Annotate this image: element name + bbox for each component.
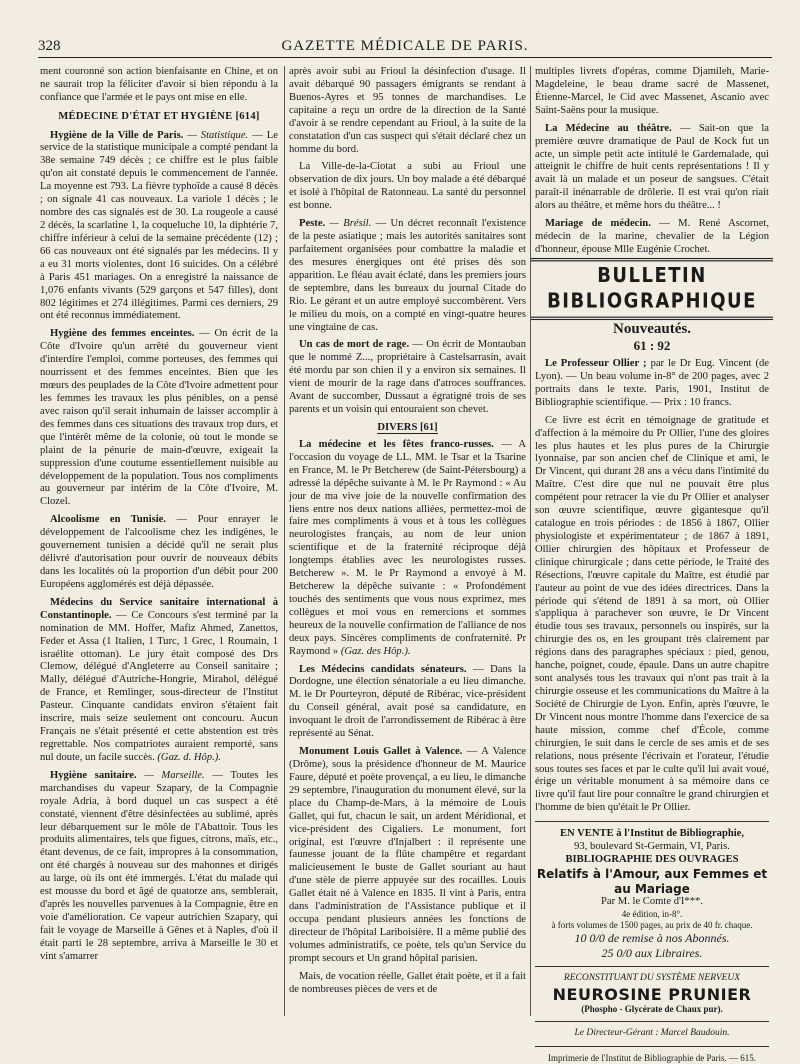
section-heading	[40, 111, 278, 124]
ad-discount: 10 0/0 de remise à nos Abonnés.	[574, 931, 730, 946]
ad-book-title: BIBLIOGRAPHIE DES OUVRAGES	[565, 854, 739, 866]
divider	[535, 821, 769, 822]
book-details: par le Dr Eug. Vincent (de Lyon). — Un beau volume in-8° de 200 pages, avec 2 portraits dans le texte. Paris, 1901, Institut de Bibliographie scientifique. — Prix : 10 francs.	[535, 357, 769, 408]
article-heading: Un cas de mort de rage.	[299, 339, 410, 351]
article	[535, 218, 769, 257]
column-middle	[289, 66, 526, 1016]
bulletin-banner: BULLETIN BIBLIOGRAPHIQUE	[531, 258, 773, 320]
article	[289, 439, 526, 659]
article-text: — Pour enrayer le développement de l'alcoolisme chez les indigènes, le gouvernement tunisien a décidé qu'il ne serait plus délivré d'autorisation pour ouvrir de nouveaux débits dans les localités où la proportion d'un débit pour 200 Européens agglomérés est déjà dépassée.	[40, 514, 278, 590]
divider	[535, 1046, 769, 1047]
column-rule	[530, 66, 531, 1016]
ad-tagline: RECONSTITUANT DU SYSTÈME NERVEUX	[563, 973, 741, 984]
section-number: [61]	[420, 421, 438, 433]
article-text: — On écrit de la Côte d'Ivoire qu'un arrêté du gouverneur vient d'interdire l'emploi, comme porteuses, des femmes qui nourrissent et des femmes enceintes. Bien que les mœurs des peuplades de la Côte d'Ivoire admettent pour les femmes les travaux les plus pénibles, on a pensé avec raison qu'il serait inhumain de laisser accomplir à des femmes dans ces situations des travaux trop durs, et que l'intérêt même de la colonie, où tout le monde se plaint de la pénurie de main-d'œuvre, exigeait la suppression d'une coutume essentiellement nuisible au développement de la population. Tous nos compliments au gouverneur par intérim de la Côte d'Ivoire, M. Clozel.	[40, 328, 278, 508]
article-heading: Alcoolisme en Tunisie.	[50, 514, 167, 526]
ad-line: EN VENTE à l'Institut de Bibliographie,	[559, 828, 745, 840]
nouveautes-heading: Nouveautés.	[613, 320, 691, 337]
section-number: 61 : 92	[633, 338, 671, 354]
article-heading: Mariage de médecin.	[545, 218, 651, 230]
article-heading: La médecine et les fêtes franco-russes.	[299, 438, 494, 450]
article-subheading: — Statistique.	[187, 129, 249, 141]
article	[40, 770, 278, 964]
article-text: — M. René Ascornet, médecin de la marine, chevalier de la Légion d'honneur, épouse Mlle Eugénie Crochet.	[535, 218, 769, 255]
book-entry	[535, 358, 769, 410]
section-number: [614]	[235, 110, 260, 122]
ad-book-subtitle: Relatifs à l'Amour, aux Femmes et au Mariage	[536, 867, 768, 896]
imprimerie: Imprimerie de l'Institut de Bibliographie de Paris. — 615.	[547, 1053, 757, 1063]
section-title: MÉDECINE D'ÉTAT ET HYGIÈNE	[58, 110, 233, 122]
article	[289, 218, 526, 334]
paragraph: multiples livrets d'opéras, comme Djamileh, Marie-Magdeleine, le beau drame sacré de Massenet, Étienne-Marcel, le Cid avec Massenet, Ascanio avec Saint-Saëns pour la musique.	[535, 66, 769, 116]
article-text: — A l'occasion du voyage de LL. MM. le Tsar et la Tsarine en France, M. le Pr Betcherew (de Saint-Pétersbourg) a adressé la dépêche suivante à M. le Pr Raymond : « Au jour de ma vive joie de la nouvelle confirmation des liens entre nos deux nations alliées, permettez-moi de faire mes compliments à vous et à tous les collègues neurologistes français, au nom de leur union scientifique et de la fraternité réciproque déjà longtemps établies avec les neurologistes russes. Betcherew ». M. le Pr Raymond a envoyé à M. Betcherew la dépêche suivante : « Profondément touchés des sentiments que vous nous exprimez, mes collègues et moi vous en remercions et sommes heureux de la nouvelle confirmation de l'alliance de nos deux pays. Sincères compliments de confraternité. Pr Raymond »	[289, 438, 527, 657]
article-heading: Peste.	[299, 218, 326, 230]
article	[289, 746, 526, 966]
journal-title: GAZETTE MÉDICALE DE PARIS.	[281, 37, 529, 54]
article-text: — A Valence (Drôme), sous la présidence d'honneur de M. Maurice Faure, député et poète provençal, a eu lieu, le dimanche 29 septembre, l'inauguration du monument élevé, sur la place du Champ-de-Mars, à la mémoire de Louis Gallet, qui fut, chacun le sait, un ardent Méridional, et vice-président des Cigaliers. Le monument, fort original, est l'œuvre d'Injalbert : il représente une faunesse jouant de la flûte champêtre et regardant malicieusement le buste de Gallet souriant au haut d'une stèle de pierre appuyée sur des rocailles. Louis Gallet était né à Valence en 1835. Il vint à Paris, entra dans l'administration de l'Assistance publique et il occupa pendant plusieurs années les fonctions de directeur de l'hôpital Lariboisière. Il a même publié des volumes administratifs, ce poète, tels qu'un Service du prompt secours et Un grand hôpital parisien.	[289, 746, 526, 964]
section-heading	[289, 422, 526, 435]
article-text: — Sait-on que la première œuvre dramatique de Paul de Kock fut un acte, un simple petit acte intitulé le Gardemalade, qui atteignit le chiffre de huit cents représentations ! Il y avait là un malade et un poseur de sangsues. C'était paraît-il inénarrable de drôlerie. Il est vrai qu'on riait alors au théâtre, et même hors du théâtre... !	[535, 122, 769, 212]
book-review: Ce livre est écrit en témoignage de gratitude et d'affection à la mémoire du Pr Ollier, l'une des gloires les plus hautes et les plus pures de la Chirurgie lyonnaise, par son ancien chef de Clinique et ami, le Dr Vincent, qui durant 28 ans a vécu dans l'intimité du Maître. C'est dire que nul ne pouvait être plus compétent pour retracer la vie du Pr Ollier et analyser son œuvre scientifique, œuvre gigantesque qu'il catalogue en trois périodes : de 1856 à 1867, Ollier physiologiste et expérimentateur ; de 1867 à 1891, Ollier chirurgien des hôpitaux et Professeur de clinique chirurgicale ; dans cette période, le Traité des Résections, l'œuvre capitale du Maître, est étudié par l'auteur au point de vue des idées directrices. Dans la période qui s'étend de 1891 à sa mort, où Ollier s'appliqua à parachever son œuvre, le Dr Vincent étudie tous ses travaux, personnels ou inspirés, sur la chirurgie des os, en les groupant très clairement par régions dans des paragraphes spéciaux : pied, genou, hanche, poignet, coude, épaule. Dans un autre chapitre sont analysés tous les travaux qui n'ont pas trait à la chirurgie osseuse et les communications du Maître à la Société de Chirurgie de Lyon. Enfin, après l'œuvre, le Dr Vincent nous montre l'homme dans l'exercice de sa haute mission, comme chef d'École, comme chirurgien, le suit dans le cercle de ses amis et de ses relations, nous présente l'écrivain et l'orateur, l'étudie sous toutes ses faces et par le culte qu'il lui avait voué, érige un véritable monument à sa mémoire dans ce livre qu'il faut lire pour connaître le grand chirurgien et l'homme de bien qu'était le Pr Ollier.	[535, 414, 769, 814]
column-rule	[284, 66, 285, 1016]
paragraph: ment couronné son action bienfaisante en Chine, et on ne saurait trop la féliciter d'avoir si bien répondu à la confiance que l'armée et le pays ont mise en elle.	[40, 66, 278, 103]
article-subheading: — Brésil.	[329, 218, 372, 230]
divider	[535, 1021, 769, 1022]
divider	[535, 966, 769, 967]
article	[40, 328, 278, 509]
article-heading: La Médecine au théâtre.	[545, 122, 672, 134]
paragraph: après avoir subi au Frioul la désinfection d'usage. Il avait débarqué 90 passagers émigrants se rendant à Buenos-Ayres et 95 tonnes de marchandises. Le capitaine a reçu un ordre de la direction de la Santé d'avoir à se rendre cependant au Frioul, à la suite de la constatation d'un cas suspect qui s'était déclaré chez un homme du bord.	[289, 66, 526, 155]
article-text: — Ce Concours s'est terminé par la nomination de MM. Hoffer, Mafiz Ahmed, Zanettos, Feder et Assa (1 Italien, 1 Turc, 1 Grec, 1 Roumain, 1 israélite ottoman). Le jury était composé des Drs Clemow, délégué d'Angleterre au Conseil sanitaire ; Mally, délégué d'Autriche-Hongrie, Mirahol, délégué de France, et Remlinger, sous-directeur de l'Institut Pasteur. Cinquante candidats environ s'étaient fait inscrire, mais seize seulement ont concouru. Aucun Français ne s'était présenté et cette abstention est très regrettable. Nos compatriotes auraient remporté, sans nul doute, un facile succès.	[40, 609, 279, 763]
article-heading: Médecins du Service sanitaire international à Constantinople.	[40, 596, 278, 621]
article-heading: Hygiène de la Ville de Paris.	[50, 129, 184, 141]
article-source: (Gaz. d. Hôp.).	[157, 751, 221, 763]
article	[40, 597, 278, 765]
ad-address: 93, boulevard St-Germain, VI, Paris.	[574, 841, 730, 853]
article-text: — On écrit de Montauban que le nommé Z..., propriétaire à Castelsarrasin, avait été mordu par son chien il y a environ six semaines. Il vient de mourir de la rage dans d'atroces souffrances. Avant de succomber, Dussaut a égratigné trois de ses parents et un voisin qui entouraient son chevet.	[289, 339, 526, 416]
section-title: DIVERS	[377, 421, 418, 433]
article	[40, 130, 278, 324]
article	[40, 514, 278, 592]
article	[289, 339, 526, 417]
article-subheading: — Marseille.	[144, 769, 205, 781]
article-text: — Un décret reconnaît l'existence de la peste asiatique ; mais les autorités sanitaires sont parfaitement organisées pour combattre la maladie et des mesures énergiques ont été prises dès son apparition. Le fléau avait éclaté, dans les premiers jours de septembre, dans les bureaux du journal Citade do Rio. Le gérant et un autre employé succombèrent. Vers le milieu du mois, on a compté en vingt-quatre heures une vingtaine de cas.	[289, 218, 527, 333]
article-heading: Monument Louis Gallet à Valence.	[299, 746, 463, 758]
column-left	[40, 66, 278, 1016]
article-heading: Hygiène des femmes enceintes.	[50, 328, 195, 340]
article-source: (Gaz. des Hôp.).	[340, 645, 411, 657]
paragraph: Mais, de vocation réelle, Gallet était poète, et il a fait de nombreuses pièces de vers et de	[289, 970, 526, 995]
ad-volumes: à forts volumes de 1500 pages, au prix de 40 fr. chaque.	[551, 920, 753, 931]
page-number: 328	[38, 37, 61, 54]
article-heading: Les Médecins candidats sénateurs.	[299, 663, 467, 675]
ad-edition: 4e édition, in-8°.	[621, 909, 683, 920]
article-text: — Dans la Dordogne, une élection sénatoriale a eu lieu dimanche. M. le Dr Pourteyron, député de Ribérac, vice-président du Conseil général, avait posé sa candidature, en invoquant le droit de l'arrondissement de Ribérac à être représenté au Sénat.	[289, 663, 526, 740]
ad-discount: 25 0/0 aux Libraires.	[601, 945, 703, 960]
page-header	[38, 36, 772, 58]
book-title: Le Professeur Ollier ;	[545, 357, 647, 369]
article	[289, 664, 526, 742]
article-text: — Toutes les marchandises du vapeur Szapary, de la Compagnie royale Adria, à bord duquel un cas suspect a été constaté, viennent d'être désinfectées au sublimé, après leur débarquement sur le môle de l'Abattoir. Tous les produits alimentaires, tels que figues, citrons, maïs, etc., étant devenus, de ce fait, impropres à la consommation, ont été chargés à nouveau sur des mahonnes et dirigés au large, où ils ont été immergés. L'état du malade qui est mousse du bord et âgé de quatorze ans, semblerait, d'après les nouvelles parvenues à la Compagnie, être en voie d'amélioration. Ce vapeur autrichien Szapary, qui fait le voyage de Marseille à Gênes et à Naples, d'où il était parti le 28 septembre, arriva à Marseille le 30 et vint s'amarrer	[40, 769, 279, 962]
article	[535, 123, 769, 213]
column-right	[535, 66, 769, 1063]
ad-product-sub: (Phospho - Glycérate de Chaux pur).	[581, 1004, 723, 1015]
ad-product-name: NEUROSINE PRUNIER	[552, 984, 752, 1004]
ad-author: Par M. le Comte d'I***.	[601, 896, 703, 908]
paragraph: La Ville-de-la-Ciotat a subi au Frioul une observation de dix jours. Un boy malade a été débarqué et isolé à l'hôpital de Ratonneau. La santé du personnel est bonne.	[289, 161, 526, 212]
article-text: — Le service de la statistique municipale a compté pendant la 38e semaine 749 décès ; ce chiffre est le plus faible qu'on ait constaté depuis le commencement de l'année. La moyenne est 793. La fièvre typhoïde a causé 8 décès ; on signale 41 cas nouveaux. La variole 1 décès ; le nombre des cas signalés est de 30. La rougeole a causé 2 décès, la scarlatine 1, la coqueluche 10, la diphtérie 7, chiffre inférieur à celui de la semaine précédente (12) ; 66 cas nouveaux ont été signalés par les médecins. Il y a eu 31 morts violentes, dont 16 suicides. On a célébré à Paris 451 mariages. On a enregistré la naissance de 1,076 enfants vivants (529 garçons et 547 filles), dont 802 légitimes et 274 illégitimes. Parmi ces derniers, 29 ont été reconnus immédiatement.	[40, 129, 278, 322]
article-heading: Hygiène sanitaire.	[50, 769, 137, 781]
directeur-gerant: Le Directeur-Gérant : Marcel Baudouin.	[574, 1028, 730, 1039]
